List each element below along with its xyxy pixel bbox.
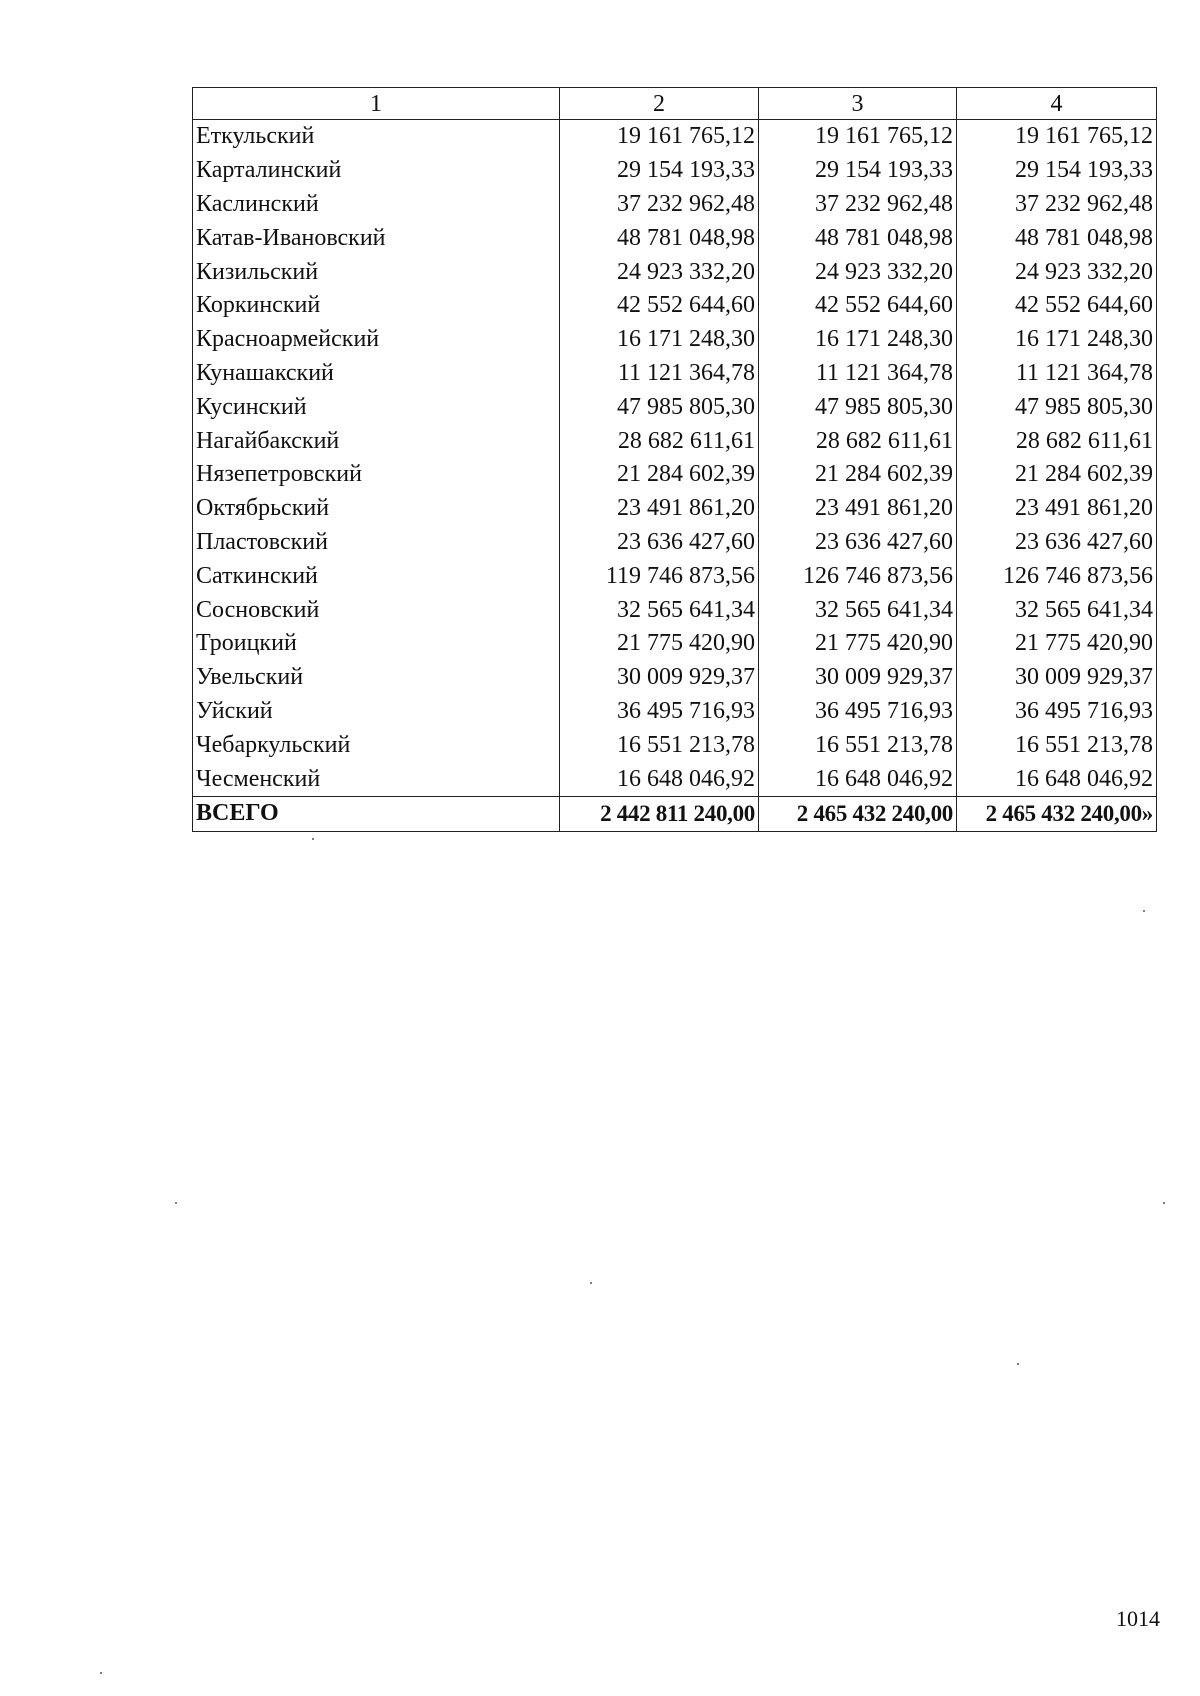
value-col-3: 126 746 873,56 xyxy=(759,559,957,593)
table-row xyxy=(193,661,1157,695)
value-col-4: 24 923 332,20 xyxy=(957,255,1157,289)
district-name: Карталинский xyxy=(193,154,560,188)
value-col-4: 16 171 248,30 xyxy=(957,323,1157,357)
total-col-2: 2 442 811 240,00 xyxy=(560,796,759,831)
scan-speck xyxy=(312,838,314,840)
scan-speck xyxy=(175,1202,177,1204)
scan-speck xyxy=(1017,1363,1019,1365)
value-col-3: 47 985 805,30 xyxy=(759,390,957,424)
district-name: Чесменский xyxy=(193,762,560,796)
value-col-4: 48 781 048,98 xyxy=(957,221,1157,255)
table-row xyxy=(193,357,1157,391)
value-col-2: 21 775 420,90 xyxy=(560,627,759,661)
table-row xyxy=(193,221,1157,255)
table-row xyxy=(193,559,1157,593)
table-header xyxy=(193,88,1157,120)
district-name: Уйский xyxy=(193,695,560,729)
value-col-3: 32 565 641,34 xyxy=(759,593,957,627)
value-col-3: 16 648 046,92 xyxy=(759,762,957,796)
value-col-4: 29 154 193,33 xyxy=(957,154,1157,188)
district-name: Сосновский xyxy=(193,593,560,627)
value-col-2: 36 495 716,93 xyxy=(560,695,759,729)
value-col-3: 16 171 248,30 xyxy=(759,323,957,357)
district-name: Кизильский xyxy=(193,255,560,289)
table-row xyxy=(193,323,1157,357)
budget-table xyxy=(192,87,1157,832)
value-col-3: 23 491 861,20 xyxy=(759,492,957,526)
scan-speck xyxy=(590,1282,592,1284)
value-col-4: 126 746 873,56 xyxy=(957,559,1157,593)
table-row xyxy=(193,627,1157,661)
column-header-3: 3 xyxy=(759,88,957,120)
value-col-4: 16 551 213,78 xyxy=(957,728,1157,762)
value-col-2: 30 009 929,37 xyxy=(560,661,759,695)
value-col-4: 19 161 765,12 xyxy=(957,120,1157,154)
table-row xyxy=(193,728,1157,762)
header-row xyxy=(193,88,1157,120)
table-row xyxy=(193,458,1157,492)
district-name: Пластовский xyxy=(193,526,560,560)
table-row xyxy=(193,695,1157,729)
value-col-3: 48 781 048,98 xyxy=(759,221,957,255)
value-col-3: 21 775 420,90 xyxy=(759,627,957,661)
value-col-3: 36 495 716,93 xyxy=(759,695,957,729)
value-col-4: 16 648 046,92 xyxy=(957,762,1157,796)
value-col-3: 30 009 929,37 xyxy=(759,661,957,695)
table-row xyxy=(193,154,1157,188)
value-col-4: 21 775 420,90 xyxy=(957,627,1157,661)
value-col-3: 11 121 364,78 xyxy=(759,357,957,391)
value-col-4: 23 636 427,60 xyxy=(957,526,1157,560)
value-col-3: 23 636 427,60 xyxy=(759,526,957,560)
value-col-2: 48 781 048,98 xyxy=(560,221,759,255)
value-col-4: 32 565 641,34 xyxy=(957,593,1157,627)
value-col-4: 36 495 716,93 xyxy=(957,695,1157,729)
value-col-2: 16 171 248,30 xyxy=(560,323,759,357)
district-name: Кунашакский xyxy=(193,357,560,391)
page-number: 1014 xyxy=(1116,1606,1160,1631)
value-col-3: 37 232 962,48 xyxy=(759,188,957,222)
value-col-2: 42 552 644,60 xyxy=(560,289,759,323)
value-col-3: 21 284 602,39 xyxy=(759,458,957,492)
district-name: Катав-Ивановский xyxy=(193,221,560,255)
value-col-3: 24 923 332,20 xyxy=(759,255,957,289)
value-col-4: 30 009 929,37 xyxy=(957,661,1157,695)
table-row xyxy=(193,492,1157,526)
table-row xyxy=(193,255,1157,289)
value-col-2: 29 154 193,33 xyxy=(560,154,759,188)
district-name: Чебаркульский xyxy=(193,728,560,762)
table-row xyxy=(193,188,1157,222)
value-col-4: 42 552 644,60 xyxy=(957,289,1157,323)
total-col-4: 2 465 432 240,00» xyxy=(957,796,1157,831)
value-col-2: 23 491 861,20 xyxy=(560,492,759,526)
column-header-2: 2 xyxy=(560,88,759,120)
district-name: Коркинский xyxy=(193,289,560,323)
value-col-2: 16 648 046,92 xyxy=(560,762,759,796)
value-col-3: 28 682 611,61 xyxy=(759,424,957,458)
column-header-1: 1 xyxy=(193,88,560,120)
value-col-2: 47 985 805,30 xyxy=(560,390,759,424)
table-row xyxy=(193,289,1157,323)
value-col-2: 16 551 213,78 xyxy=(560,728,759,762)
value-col-2: 119 746 873,56 xyxy=(560,559,759,593)
table-row xyxy=(193,762,1157,796)
value-col-2: 24 923 332,20 xyxy=(560,255,759,289)
value-col-2: 32 565 641,34 xyxy=(560,593,759,627)
value-col-4: 11 121 364,78 xyxy=(957,357,1157,391)
district-name: Красноармейский xyxy=(193,323,560,357)
value-col-3: 42 552 644,60 xyxy=(759,289,957,323)
table-row xyxy=(193,120,1157,154)
district-name: Увельский xyxy=(193,661,560,695)
district-name: Кусинский xyxy=(193,390,560,424)
table-row xyxy=(193,593,1157,627)
scan-speck xyxy=(1163,1202,1165,1204)
value-col-2: 11 121 364,78 xyxy=(560,357,759,391)
value-col-2: 37 232 962,48 xyxy=(560,188,759,222)
value-col-4: 47 985 805,30 xyxy=(957,390,1157,424)
value-col-4: 23 491 861,20 xyxy=(957,492,1157,526)
district-name: Октябрьский xyxy=(193,492,560,526)
value-col-3: 29 154 193,33 xyxy=(759,154,957,188)
table-body xyxy=(193,120,1157,832)
district-name: Еткульский xyxy=(193,120,560,154)
district-name: Саткинский xyxy=(193,559,560,593)
table-row xyxy=(193,424,1157,458)
value-col-2: 19 161 765,12 xyxy=(560,120,759,154)
district-name: Троицкий xyxy=(193,627,560,661)
table-row xyxy=(193,526,1157,560)
value-col-3: 16 551 213,78 xyxy=(759,728,957,762)
total-label: ВСЕГО xyxy=(193,796,560,831)
value-col-3: 19 161 765,12 xyxy=(759,120,957,154)
column-header-4: 4 xyxy=(957,88,1157,120)
value-col-2: 21 284 602,39 xyxy=(560,458,759,492)
value-col-2: 23 636 427,60 xyxy=(560,526,759,560)
table-row xyxy=(193,390,1157,424)
scan-speck xyxy=(100,1672,102,1674)
district-name: Нязепетровский xyxy=(193,458,560,492)
district-name: Нагайбакский xyxy=(193,424,560,458)
district-name: Каслинский xyxy=(193,188,560,222)
total-row xyxy=(193,796,1157,831)
value-col-4: 37 232 962,48 xyxy=(957,188,1157,222)
value-col-4: 21 284 602,39 xyxy=(957,458,1157,492)
value-col-2: 28 682 611,61 xyxy=(560,424,759,458)
value-col-4: 28 682 611,61 xyxy=(957,424,1157,458)
scan-speck xyxy=(1143,910,1145,912)
total-col-3: 2 465 432 240,00 xyxy=(759,796,957,831)
